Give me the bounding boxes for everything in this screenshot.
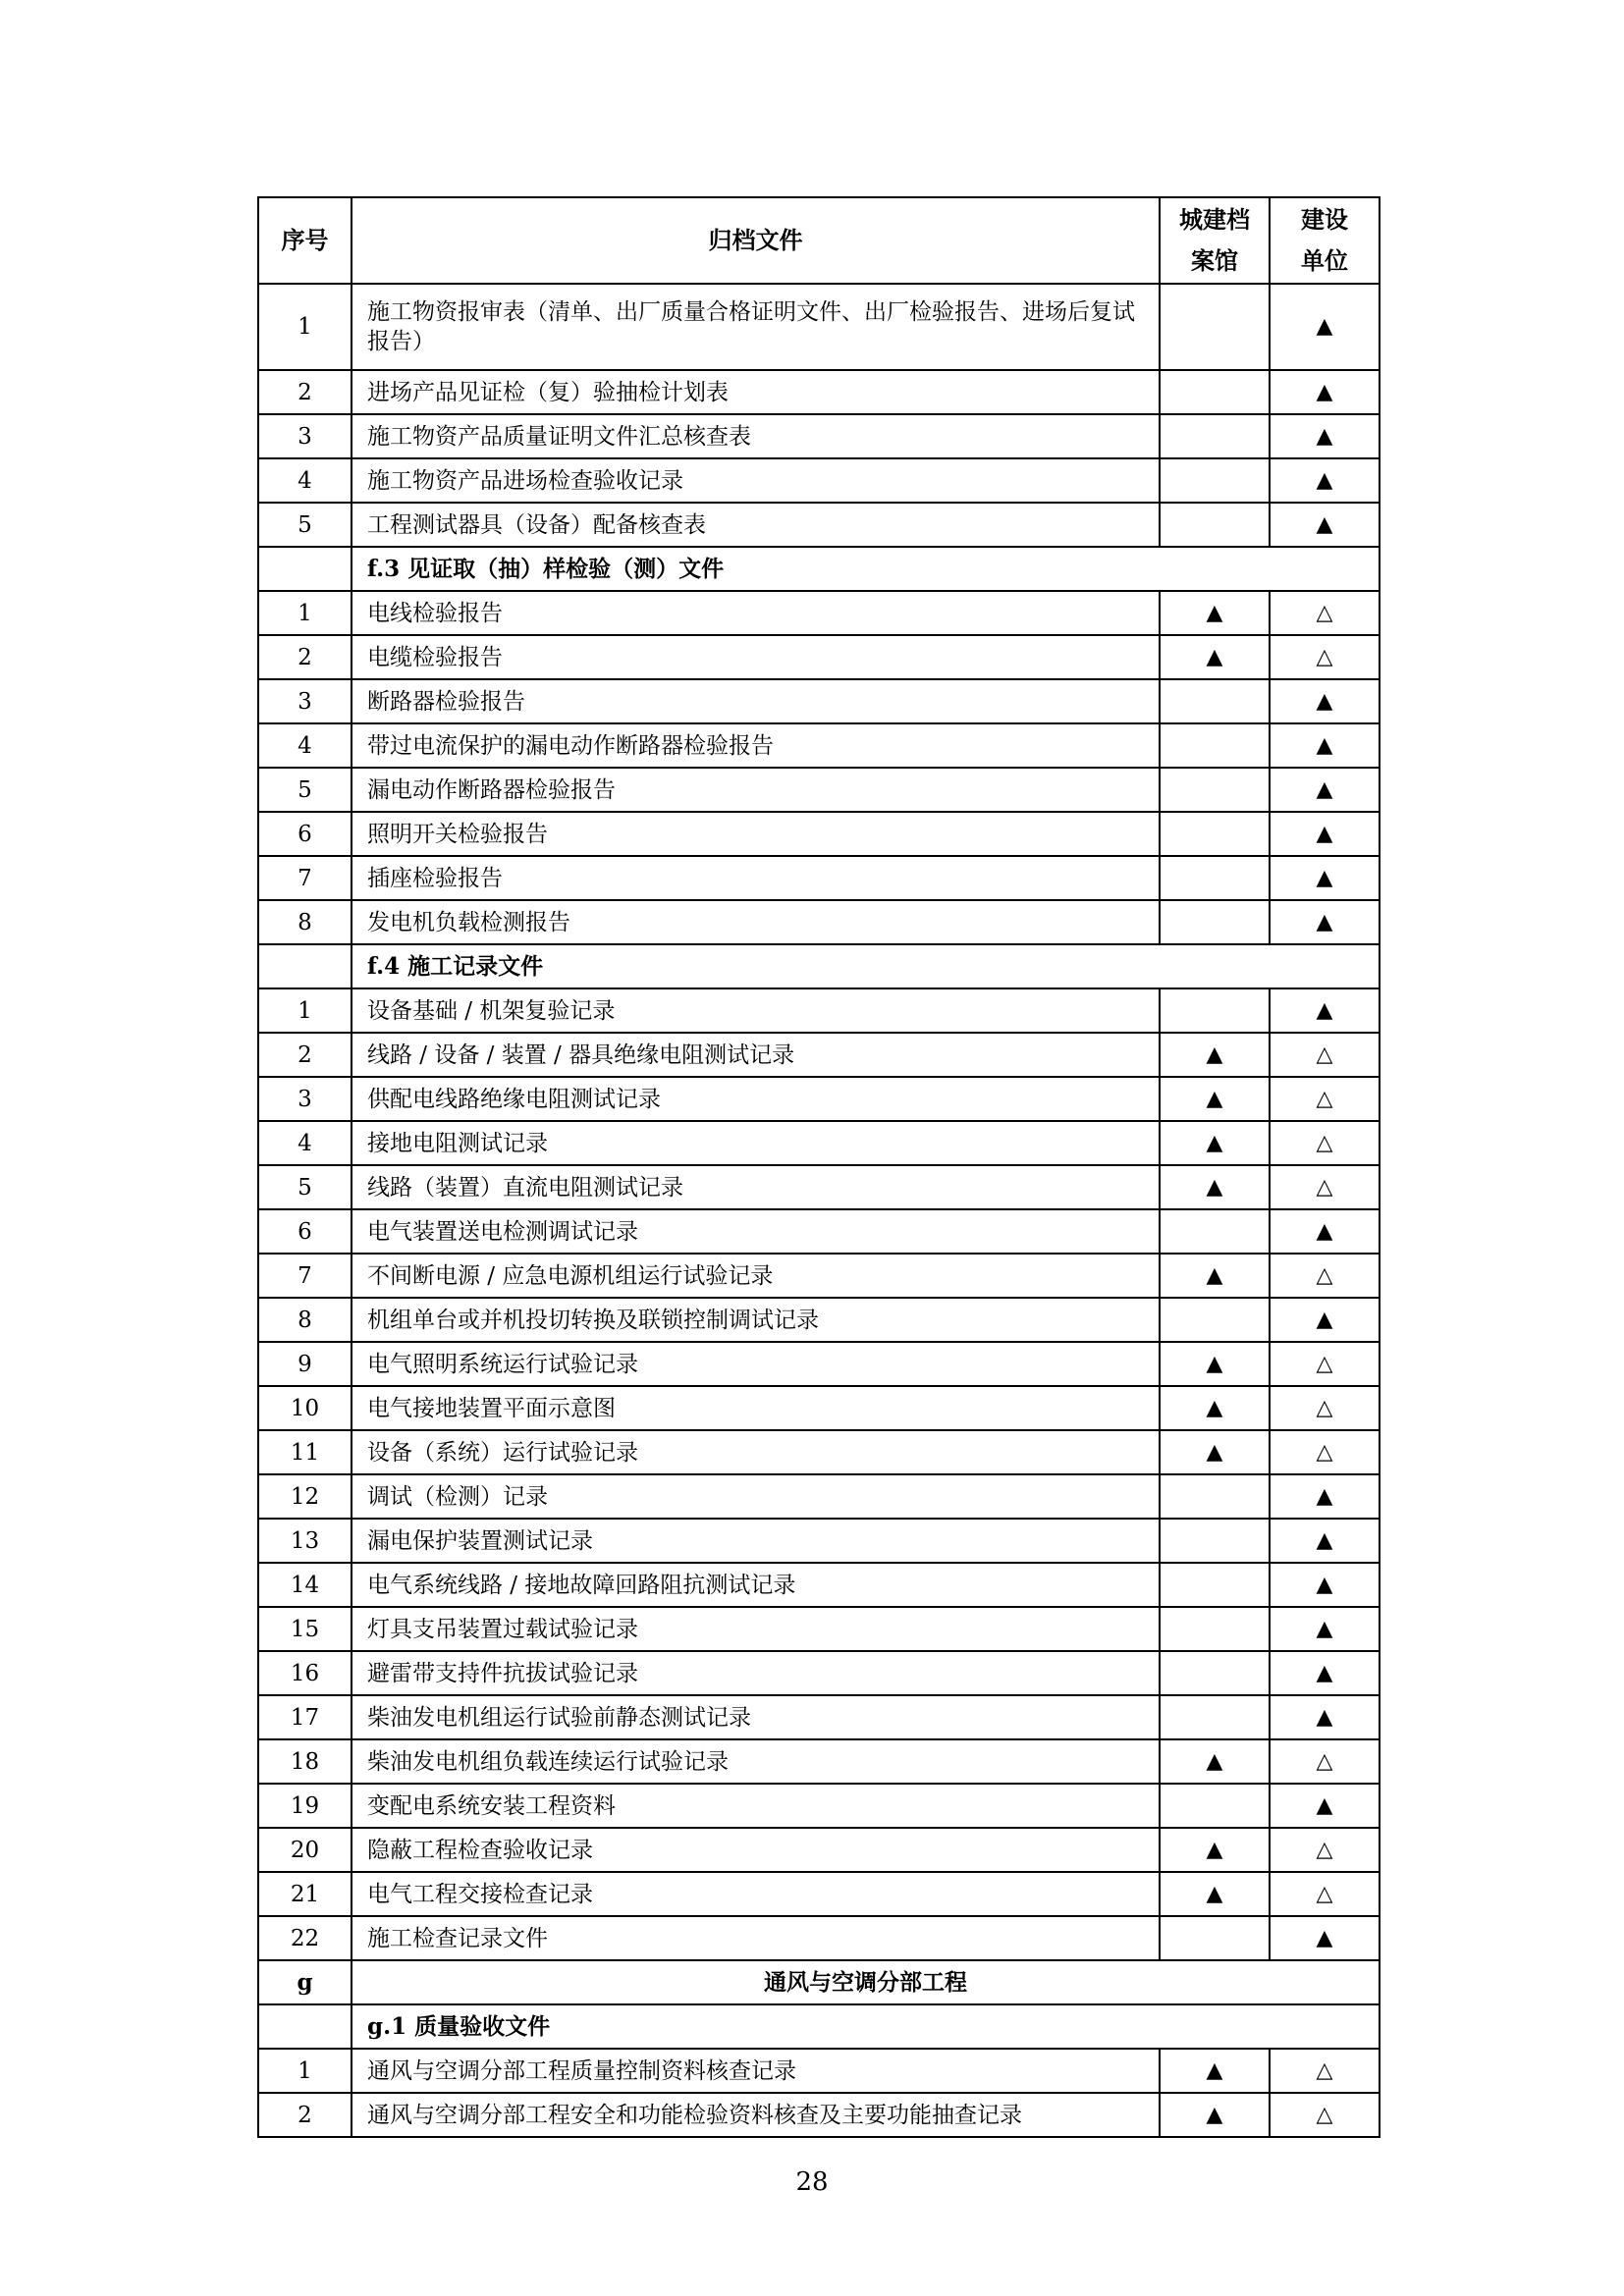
row-builder-mark: △ — [1270, 1386, 1380, 1430]
row-city-archive-mark — [1160, 1651, 1270, 1695]
row-no: 2 — [258, 2093, 352, 2137]
row-no: 1 — [258, 284, 352, 370]
row-city-archive-mark — [1160, 856, 1270, 900]
row-doc: 带过电流保护的漏电动作断路器检验报告 — [352, 723, 1160, 768]
header-city-archive — [1160, 197, 1270, 284]
table-row — [258, 812, 1380, 856]
row-no: 1 — [258, 988, 352, 1033]
header-builder-line1: 建设 — [1301, 206, 1348, 234]
page-number: 28 — [795, 2167, 829, 2197]
row-builder-mark: ▲ — [1270, 458, 1380, 503]
row-city-archive-mark: ▲ — [1160, 1430, 1270, 1474]
row-city-archive-mark — [1160, 414, 1270, 458]
table-row — [258, 2093, 1380, 2137]
row-doc: 隐蔽工程检查验收记录 — [352, 1828, 1160, 1872]
table-row — [258, 1607, 1380, 1651]
table-row — [258, 1916, 1380, 1960]
header-doc: 归档文件 — [352, 197, 1160, 284]
row-no: 20 — [258, 1828, 352, 1872]
table-row — [258, 284, 1380, 370]
table-row — [258, 591, 1380, 635]
header-builder-line2: 单位 — [1301, 247, 1348, 275]
table-row — [258, 1739, 1380, 1784]
subsection-row — [258, 944, 1380, 988]
row-builder-mark: ▲ — [1270, 856, 1380, 900]
row-doc: 进场产品见证检（复）验抽检计划表 — [352, 370, 1160, 414]
subsection-heading: f.3 见证取（抽）样检验（测）文件 — [352, 547, 1380, 591]
table-row — [258, 1209, 1380, 1254]
archive-table — [257, 196, 1380, 2138]
row-no: 9 — [258, 1342, 352, 1386]
row-builder-mark: ▲ — [1270, 1563, 1380, 1607]
row-no: 3 — [258, 1077, 352, 1121]
row-no: 8 — [258, 1298, 352, 1342]
row-doc: 施工物资产品进场检查验收记录 — [352, 458, 1160, 503]
row-no: 11 — [258, 1430, 352, 1474]
row-builder-mark: ▲ — [1270, 1651, 1380, 1695]
row-no: 13 — [258, 1519, 352, 1563]
table-row — [258, 900, 1380, 944]
row-builder-mark: △ — [1270, 1121, 1380, 1165]
subsection-heading: g.1 质量验收文件 — [352, 2004, 1380, 2049]
row-doc: 通风与空调分部工程质量控制资料核查记录 — [352, 2049, 1160, 2093]
row-no: 15 — [258, 1607, 352, 1651]
row-city-archive-mark — [1160, 723, 1270, 768]
row-doc: 柴油发电机组负载连续运行试验记录 — [352, 1739, 1160, 1784]
row-city-archive-mark: ▲ — [1160, 1165, 1270, 1209]
row-no: 1 — [258, 2049, 352, 2093]
row-doc: 电线检验报告 — [352, 591, 1160, 635]
table-row — [258, 458, 1380, 503]
row-builder-mark: ▲ — [1270, 414, 1380, 458]
table-row — [258, 856, 1380, 900]
table-row — [258, 1342, 1380, 1386]
row-city-archive-mark — [1160, 1695, 1270, 1739]
row-city-archive-mark: ▲ — [1160, 1739, 1270, 1784]
table-row — [258, 1386, 1380, 1430]
row-no: 21 — [258, 1872, 352, 1916]
row-builder-mark: △ — [1270, 1872, 1380, 1916]
table-row — [258, 1784, 1380, 1828]
row-doc: 线路 / 设备 / 装置 / 器具绝缘电阻测试记录 — [352, 1033, 1160, 1077]
row-doc: 柴油发电机组运行试验前静态测试记录 — [352, 1695, 1160, 1739]
row-no: 7 — [258, 1254, 352, 1298]
row-builder-mark: ▲ — [1270, 812, 1380, 856]
row-builder-mark: ▲ — [1270, 679, 1380, 723]
row-builder-mark: ▲ — [1270, 1519, 1380, 1563]
row-no: 2 — [258, 635, 352, 679]
subsection-no-cell — [258, 2004, 352, 2049]
row-city-archive-mark — [1160, 1563, 1270, 1607]
row-city-archive-mark: ▲ — [1160, 1342, 1270, 1386]
row-no: 16 — [258, 1651, 352, 1695]
table-row — [258, 1254, 1380, 1298]
row-city-archive-mark — [1160, 768, 1270, 812]
table-row — [258, 503, 1380, 547]
row-no: 22 — [258, 1916, 352, 1960]
row-no: 4 — [258, 1121, 352, 1165]
row-doc: 电气照明系统运行试验记录 — [352, 1342, 1160, 1386]
table-row — [258, 1651, 1380, 1695]
row-builder-mark: △ — [1270, 1254, 1380, 1298]
table-row — [258, 1519, 1380, 1563]
row-doc: 避雷带支持件抗拔试验记录 — [352, 1651, 1160, 1695]
row-no: 2 — [258, 370, 352, 414]
row-no: 18 — [258, 1739, 352, 1784]
row-no: 5 — [258, 768, 352, 812]
row-doc: 机组单台或并机投切转换及联锁控制调试记录 — [352, 1298, 1160, 1342]
row-builder-mark: △ — [1270, 1342, 1380, 1386]
row-doc: 漏电保护装置测试记录 — [352, 1519, 1160, 1563]
row-builder-mark: ▲ — [1270, 723, 1380, 768]
subsection-no-cell — [258, 944, 352, 988]
row-city-archive-mark: ▲ — [1160, 635, 1270, 679]
table-row — [258, 1121, 1380, 1165]
row-city-archive-mark: ▲ — [1160, 1386, 1270, 1430]
section-no: g — [258, 1960, 352, 2004]
table-row — [258, 679, 1380, 723]
row-city-archive-mark — [1160, 1784, 1270, 1828]
row-doc: 施工检查记录文件 — [352, 1916, 1160, 1960]
row-no: 7 — [258, 856, 352, 900]
row-builder-mark: △ — [1270, 1165, 1380, 1209]
row-doc: 断路器检验报告 — [352, 679, 1160, 723]
table-header-row — [258, 197, 1380, 284]
row-city-archive-mark — [1160, 370, 1270, 414]
row-builder-mark: ▲ — [1270, 1916, 1380, 1960]
row-city-archive-mark: ▲ — [1160, 1121, 1270, 1165]
row-doc: 电气系统线路 / 接地故障回路阻抗测试记录 — [352, 1563, 1160, 1607]
row-doc: 施工物资产品质量证明文件汇总核查表 — [352, 414, 1160, 458]
row-builder-mark: ▲ — [1270, 1298, 1380, 1342]
row-doc: 发电机负载检测报告 — [352, 900, 1160, 944]
header-no: 序号 — [258, 197, 352, 284]
subsection-heading: f.4 施工记录文件 — [352, 944, 1380, 988]
row-doc: 设备（系统）运行试验记录 — [352, 1430, 1160, 1474]
row-doc: 电气工程交接检查记录 — [352, 1872, 1160, 1916]
row-no: 6 — [258, 1209, 352, 1254]
row-builder-mark: ▲ — [1270, 1209, 1380, 1254]
row-city-archive-mark — [1160, 458, 1270, 503]
row-no: 17 — [258, 1695, 352, 1739]
row-no: 14 — [258, 1563, 352, 1607]
table-row — [258, 1828, 1380, 1872]
table-row — [258, 1033, 1380, 1077]
table-row — [258, 1563, 1380, 1607]
row-doc: 工程测试器具（设备）配备核查表 — [352, 503, 1160, 547]
row-builder-mark: ▲ — [1270, 503, 1380, 547]
row-no: 6 — [258, 812, 352, 856]
row-no: 19 — [258, 1784, 352, 1828]
row-builder-mark: ▲ — [1270, 370, 1380, 414]
subsection-row — [258, 2004, 1380, 2049]
table-body — [258, 284, 1380, 2137]
row-city-archive-mark: ▲ — [1160, 1828, 1270, 1872]
table-row — [258, 414, 1380, 458]
row-builder-mark: △ — [1270, 635, 1380, 679]
row-doc: 插座检验报告 — [352, 856, 1160, 900]
row-city-archive-mark: ▲ — [1160, 2093, 1270, 2137]
row-no: 1 — [258, 591, 352, 635]
row-no: 10 — [258, 1386, 352, 1430]
table-row — [258, 1165, 1380, 1209]
section-title: 通风与空调分部工程 — [352, 1960, 1380, 2004]
row-builder-mark: ▲ — [1270, 1784, 1380, 1828]
row-doc: 线路（装置）直流电阻测试记录 — [352, 1165, 1160, 1209]
row-doc: 调试（检测）记录 — [352, 1474, 1160, 1519]
row-no: 3 — [258, 679, 352, 723]
table-row — [258, 1077, 1380, 1121]
table-row — [258, 723, 1380, 768]
row-doc: 通风与空调分部工程安全和功能检验资料核查及主要功能抽查记录 — [352, 2093, 1160, 2137]
row-builder-mark: △ — [1270, 1430, 1380, 1474]
header-city-archive-line2: 案馆 — [1191, 247, 1238, 275]
row-doc: 变配电系统安装工程资料 — [352, 1784, 1160, 1828]
row-city-archive-mark: ▲ — [1160, 2049, 1270, 2093]
row-doc: 不间断电源 / 应急电源机组运行试验记录 — [352, 1254, 1160, 1298]
row-doc: 接地电阻测试记录 — [352, 1121, 1160, 1165]
row-city-archive-mark: ▲ — [1160, 1077, 1270, 1121]
row-city-archive-mark: ▲ — [1160, 1033, 1270, 1077]
row-city-archive-mark — [1160, 503, 1270, 547]
row-no: 12 — [258, 1474, 352, 1519]
subsection-row — [258, 547, 1380, 591]
row-city-archive-mark — [1160, 1474, 1270, 1519]
row-no: 5 — [258, 503, 352, 547]
table-row — [258, 1695, 1380, 1739]
row-no: 5 — [258, 1165, 352, 1209]
table-row — [258, 370, 1380, 414]
row-no: 4 — [258, 458, 352, 503]
row-city-archive-mark — [1160, 900, 1270, 944]
row-city-archive-mark — [1160, 988, 1270, 1033]
row-builder-mark: △ — [1270, 1033, 1380, 1077]
row-doc: 施工物资报审表（清单、出厂质量合格证明文件、出厂检验报告、进场后复试报告） — [352, 284, 1160, 370]
row-no: 4 — [258, 723, 352, 768]
table-row — [258, 1298, 1380, 1342]
table-row — [258, 988, 1380, 1033]
row-doc: 漏电动作断路器检验报告 — [352, 768, 1160, 812]
row-doc: 供配电线路绝缘电阻测试记录 — [352, 1077, 1160, 1121]
row-builder-mark: ▲ — [1270, 284, 1380, 370]
table-row — [258, 2049, 1380, 2093]
row-doc: 电气装置送电检测调试记录 — [352, 1209, 1160, 1254]
table-row — [258, 1430, 1380, 1474]
header-builder — [1270, 197, 1380, 284]
row-doc: 照明开关检验报告 — [352, 812, 1160, 856]
row-no: 2 — [258, 1033, 352, 1077]
row-city-archive-mark — [1160, 1298, 1270, 1342]
table-row — [258, 635, 1380, 679]
row-builder-mark: ▲ — [1270, 768, 1380, 812]
row-builder-mark: ▲ — [1270, 1474, 1380, 1519]
row-builder-mark: △ — [1270, 1077, 1380, 1121]
row-builder-mark: △ — [1270, 2049, 1380, 2093]
row-city-archive-mark: ▲ — [1160, 1254, 1270, 1298]
row-doc: 电气接地装置平面示意图 — [352, 1386, 1160, 1430]
row-builder-mark: ▲ — [1270, 1695, 1380, 1739]
row-doc: 设备基础 / 机架复验记录 — [352, 988, 1160, 1033]
row-city-archive-mark — [1160, 1607, 1270, 1651]
row-city-archive-mark — [1160, 1209, 1270, 1254]
row-builder-mark: ▲ — [1270, 900, 1380, 944]
table-row — [258, 768, 1380, 812]
row-city-archive-mark — [1160, 1916, 1270, 1960]
table-row — [258, 1474, 1380, 1519]
subsection-no-cell — [258, 547, 352, 591]
row-no: 8 — [258, 900, 352, 944]
row-builder-mark: △ — [1270, 2093, 1380, 2137]
row-doc: 电缆检验报告 — [352, 635, 1160, 679]
row-city-archive-mark — [1160, 284, 1270, 370]
row-no: 3 — [258, 414, 352, 458]
row-city-archive-mark: ▲ — [1160, 1872, 1270, 1916]
row-builder-mark: △ — [1270, 591, 1380, 635]
row-builder-mark: △ — [1270, 1828, 1380, 1872]
row-builder-mark: ▲ — [1270, 1607, 1380, 1651]
row-city-archive-mark — [1160, 1519, 1270, 1563]
row-city-archive-mark — [1160, 679, 1270, 723]
row-builder-mark: △ — [1270, 1739, 1380, 1784]
row-city-archive-mark: ▲ — [1160, 591, 1270, 635]
row-doc: 灯具支吊装置过载试验记录 — [352, 1607, 1160, 1651]
section-row — [258, 1960, 1380, 2004]
row-builder-mark: ▲ — [1270, 988, 1380, 1033]
header-city-archive-line1: 城建档 — [1179, 206, 1250, 234]
row-city-archive-mark — [1160, 812, 1270, 856]
table-row — [258, 1872, 1380, 1916]
